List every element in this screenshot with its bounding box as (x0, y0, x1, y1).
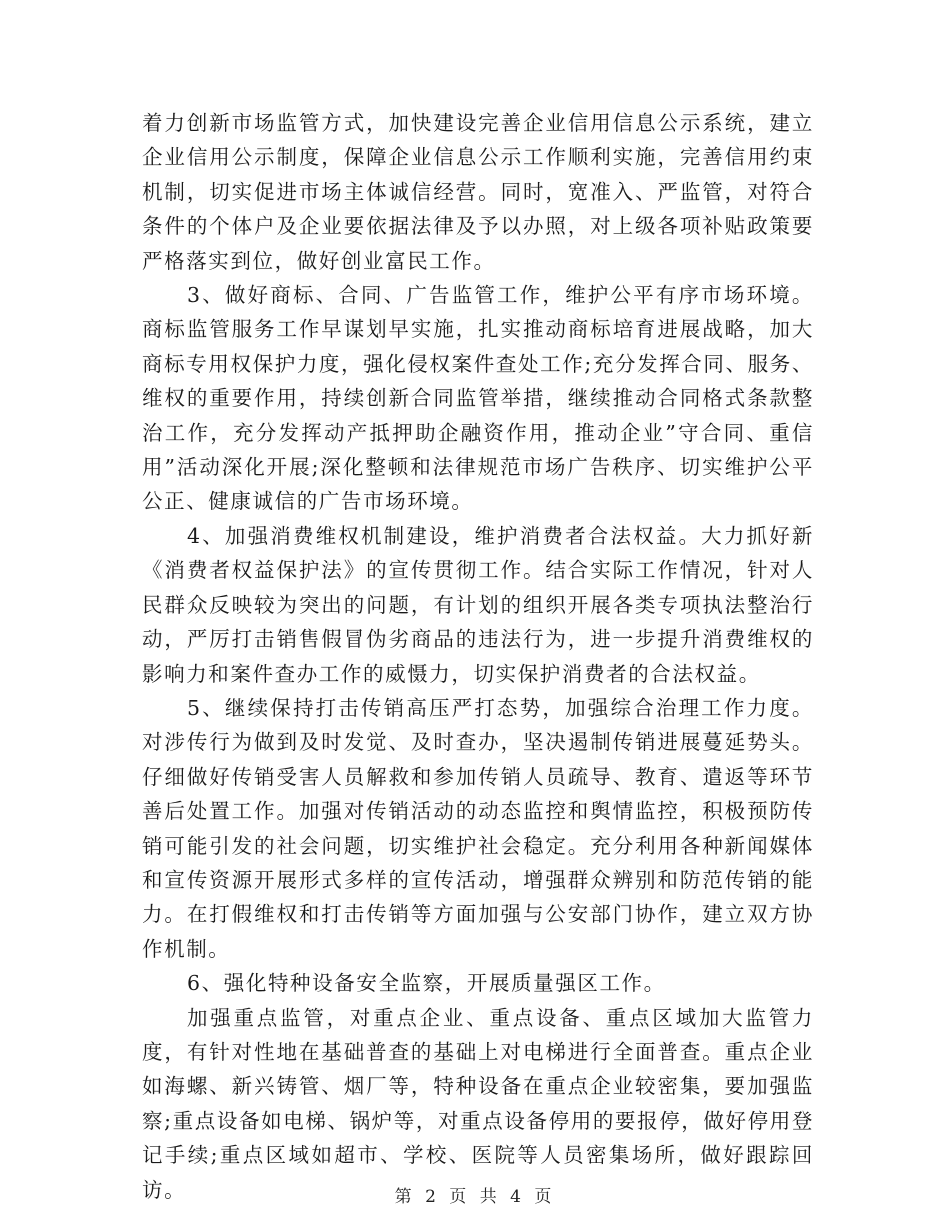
paragraph-key-supervision: 加强重点监管，对重点企业、重点设备、重点区域加大监管力度，有针对性地在基础普查的基础上对电梯进行全面普查。重点企业如海螺、新兴铸管、烟厂等，特种设备在重点企业较密集，要加强监察;重点设备如电梯、锅炉等，对重点设备停用的要报停，做好停用登记手续;重点区域如超市、学校、医院等人员密集场所，做好跟踪回访。 (142, 1005, 814, 1202)
paragraph-special-equipment-heading: 6、强化特种设备安全监察，开展质量强区工作。 (187, 971, 666, 996)
paragraph-credit-system: 着力创新市场监管方式，加快建设完善企业信用信息公示系统，建立企业信用公示制度，保障企业信息公示工作顺利实施，完善信用约束机制，切实促进市场主体诚信经营。同时，宽准入、严监管，对符合条件的个体户及企业要依据法律及予以办照，对上级各项补贴政策要严格落实到位，做好创业富民工作。 (142, 111, 814, 273)
paragraph-consumer-rights: 4、加强消费维权机制建设，维护消费者合法权益。大力抓好新《消费者权益保护法》的宣传贯彻工作。结合实际工作情况，针对人民群众反映较为突出的问题，有计划的组织开展各类专项执法整治行动，严厉打击销售假冒伪劣商品的违法行为，进一步提升消费维权的影响力和案件查办工作的威慑力，切实保护消费者的合法权益。 (142, 523, 814, 686)
page-number-footer: 第 2 页 共 4 页 (394, 1187, 556, 1207)
paragraph-anti-pyramid-selling: 5、继续保持打击传销高压严打态势，加强综合治理工作力度。对涉传行为做到及时发觉、及时查办，坚决遏制传销进展蔓延势头。仔细做好传销受害人员解救和参加传销人员疏导、教育、遣返等环节善后处置工作。加强对传销活动的动态监控和舆情监控，积极预防传销可能引发的社会问题，切实维护社会稳定。充分利用各种新闻媒体和宣传资源开展形式多样的宣传活动，增强群众辨别和防范传销的能力。在打假维权和打击传销等方面加强与公安部门协作，建立双方协作机制。 (142, 695, 814, 961)
paragraph-trademark-contract-ad: 3、做好商标、合同、广告监管工作，维护公平有序市场环境。商标监管服务工作早谋划早实施，扎实推动商标培育进展战略，加大商标专用权保护力度，强化侵权案件查处工作;充分发挥合同、服务、维权的重要作用，持续创新合同监管举措，继续推动合同格式条款整治工作，充分发挥动产抵押助企融资作用，推动企业”守合同、重信用”活动深化开展;深化整顿和法律规范市场广告秩序、切实维护公平公正、健康诚信的广告市场环境。 (142, 283, 814, 514)
document-body (142, 106, 814, 1207)
